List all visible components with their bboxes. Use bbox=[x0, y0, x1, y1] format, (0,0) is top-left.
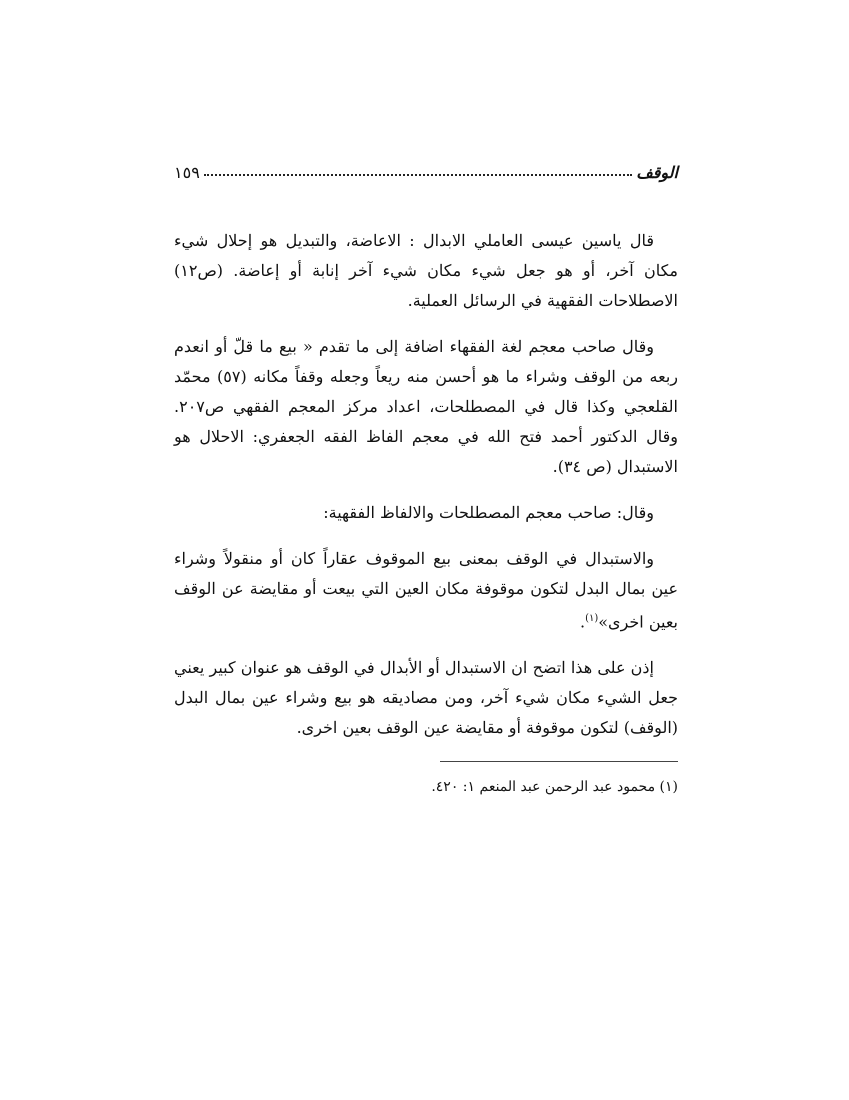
footnote: (١) محمود عبد الرحمن عبد المنعم ١: ٤٢٠. bbox=[431, 779, 678, 796]
page-number: ١٥٩ bbox=[174, 163, 200, 182]
footnote-divider bbox=[440, 761, 678, 762]
paragraph-3: وقال: صاحب معجم المصطلحات والالفاظ الفقهية: bbox=[323, 503, 654, 522]
footnote-reference: (١) bbox=[585, 613, 599, 624]
paragraph-2: وقال صاحب معجم لغة الفقهاء اضافة إلى ما تقدم « بيع ما قلّ أو انعدم ربعه من الوقف وشراء ما هو أحسن منه ريعاً وجعله وقفاً مكانه (٥٧) محمّد القلعجي وكذا قال في المصطلحات، اعداد مركز المعجم الفقهي ص٢٠٧. وقال الدكتور أحمد فتح الله في معجم الفاظ الفقه الجعفري: الاحلال هو الاستبدال (ص ٣٤). bbox=[174, 337, 679, 476]
chapter-title: الوقف bbox=[636, 163, 678, 182]
running-header bbox=[174, 148, 678, 184]
book-page bbox=[174, 148, 678, 798]
paragraph-5: إذن على هذا اتضح ان الاستبدال أو الأبدال في الوقف هو عنوان كبير يعني جعل الشيء مكان شيء آخر، ومن مصاديقه هو بيع وشراء عين بمال البدل (الوقف) لتكون موقوفة أو مقايضة عين الوقف بعين اخرى. bbox=[174, 658, 678, 738]
dot-leader bbox=[204, 174, 632, 176]
footnote-reference-tail: . bbox=[579, 612, 586, 632]
paragraph-1: قال ياسين عيسى العاملي الابدال : الاعاضة، والتبديل هو إحلال شيء مكان آخر، أو هو جعل شيء مكان شيء آخر إنابة أو إعاضة. (ص١٢) الاصطلاحات الفقهية في الرسائل العملية. bbox=[174, 231, 678, 310]
paragraph-4-text: والاستبدال في الوقف بمعنى بيع الموقوف عقاراً كان أو منقولاً وشراء عين بمال البدل لتكون موقوفة مكان العين التي بيعت أو مقايضة عن الوقف بعين اخرى» bbox=[174, 549, 678, 632]
paragraph-4 bbox=[174, 544, 678, 637]
body-text bbox=[174, 226, 678, 743]
